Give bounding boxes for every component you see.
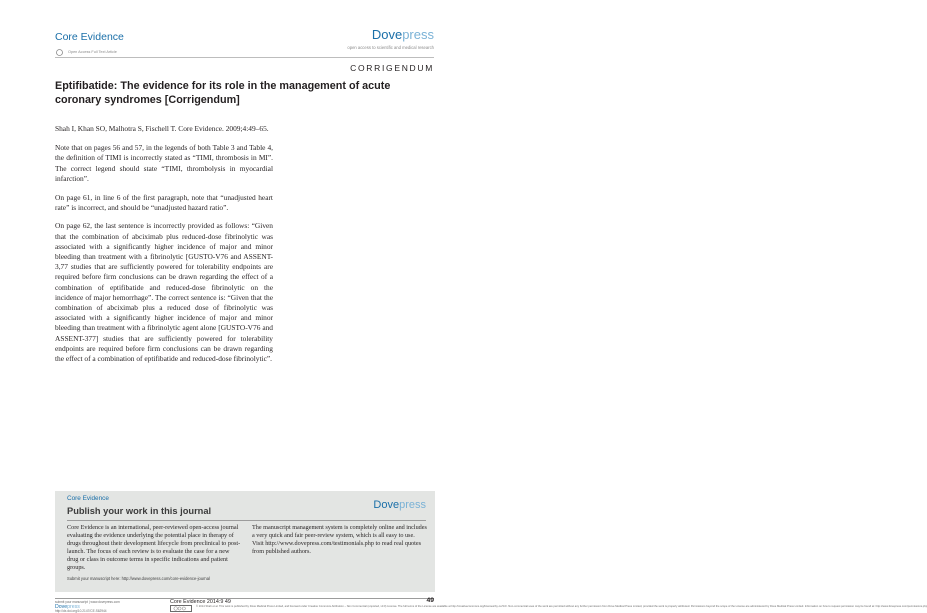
body-paragraph: On page 62, the last sentence is incorrectly provided as follows: “Given that the combination of abciximab plus reduced-dose fibrinolytic was associated with a significantly higher incidence of major and minor bleeding than treatment with a fibrinolytic [GUSTO-V76 and ASSENT-3,77 studies that are sufficiently powered for tolerability endpoints are required before firm conclusions can be drawn regarding the effect of a combination of eptifibatide and reduced-dose fibrinolytic on the incidence of major hemorrhage”. The correct sentence is: “Given that the combination of abciximab plus a reduced dose of fibrinolytic was associated with a significantly higher incidence of major and minor bleeding than treatment with a fibrinolytic agent alone [GUSTO-V76 and ASSENT-377] studies that are sufficiently powered for tolerability endpoints are required before firm conclusions can be drawn regarding the effect of a combination of eptifibatide and reduced-dose fibrinolytic”. [55,221,273,364]
journal-description: Core Evidence is an international, peer-reviewed open-access journal evaluating the evidence underlying the potential place in therapy of drugs throughout their development lifecycle from preclinical to post-launch. The focus of each review is to evaluate the case for a new drug or class in outcome terms in specific indications and patient groups. [67,524,241,571]
box-divider [67,520,426,521]
logo-sub: press [402,27,434,42]
open-access-icon [55,49,64,56]
doi-link[interactable]: http://dx.doi.org/10.2147/CE.S62944 [55,609,107,613]
logo-main: Dove [55,604,68,610]
original-citation: Shah I, Khan SO, Malhotra S, Fischell T. Core Evidence. 2009;4:49–65. [55,124,269,133]
header-divider [55,57,434,58]
journal-citation: Core Evidence 2014:9 49 [170,599,231,605]
logo-main: Dove [373,499,400,511]
box-publisher-logo[interactable] [373,499,426,511]
publish-info-box [55,491,435,592]
logo-sub: press [399,499,426,511]
logo-sub: press [67,604,80,610]
article-type: CORRIGENDUM [350,63,434,73]
publisher-logo[interactable] [372,27,434,42]
submit-manuscript-link[interactable]: Submit your manuscript here: http://www.dovepress.com/core-evidence-journal [67,576,210,581]
creative-commons-icon [170,605,192,612]
manuscript-system-description[interactable]: The manuscript management system is completely online and includes a very quick and fair peer-review system, which is all easy to use. Visit http://www.dovepress.com/testimonials.php to read real quotes from published authors. [252,524,427,555]
article-body [55,124,273,373]
license-text: © 2014 Shah et al. This work is published by Dove Medical Press Limited, and licensed under Creative Commons Attribution – Non Commercial (unported, v3.0) License. The full terms of the License are available at http://creativecommons.org/licenses/by-nc/3.0/. Non-commercial uses of the work are permitted without any further permission from Dove Medical Press Limited, provided the work is properly attributed. Permissions beyond the scope of the License are administered by Dove Medical Press Limited. Information on how to request permission may be found at: http://www.dovepress.com/permissions.php [196,605,927,608]
body-paragraph: On page 61, in line 6 of the first paragraph, note that “unadjusted heart rate” is incorrect, and should be “unadjusted hazard ratio”. [55,192,273,212]
article-title: Eptifibatide: The evidence for its role in the management of acute coronary syndromes [Corrigendum] [55,80,391,106]
body-paragraph: Note that on pages 56 and 57, in the legends of both Table 3 and Table 4, the definition of TIMI is incorrectly stated as “TIMI, thrombosis in MI”. The correct legend should state “TIMI, thrombolysis in myocardial infarction”. [55,143,273,183]
page-number: 49 [426,597,434,604]
footer-divider [55,598,434,599]
journal-name[interactable]: Core Evidence [55,31,124,43]
footer-submit-link[interactable]: submit your manuscript | www.dovepress.com [55,600,120,604]
box-title: Publish your work in this journal [67,506,212,516]
box-journal-name: Core Evidence [67,495,109,502]
publisher-tagline: open access to scientific and medical research [347,45,434,50]
logo-main: Dove [371,27,403,42]
open-access-label: Open Access Full Text Article [68,50,117,54]
